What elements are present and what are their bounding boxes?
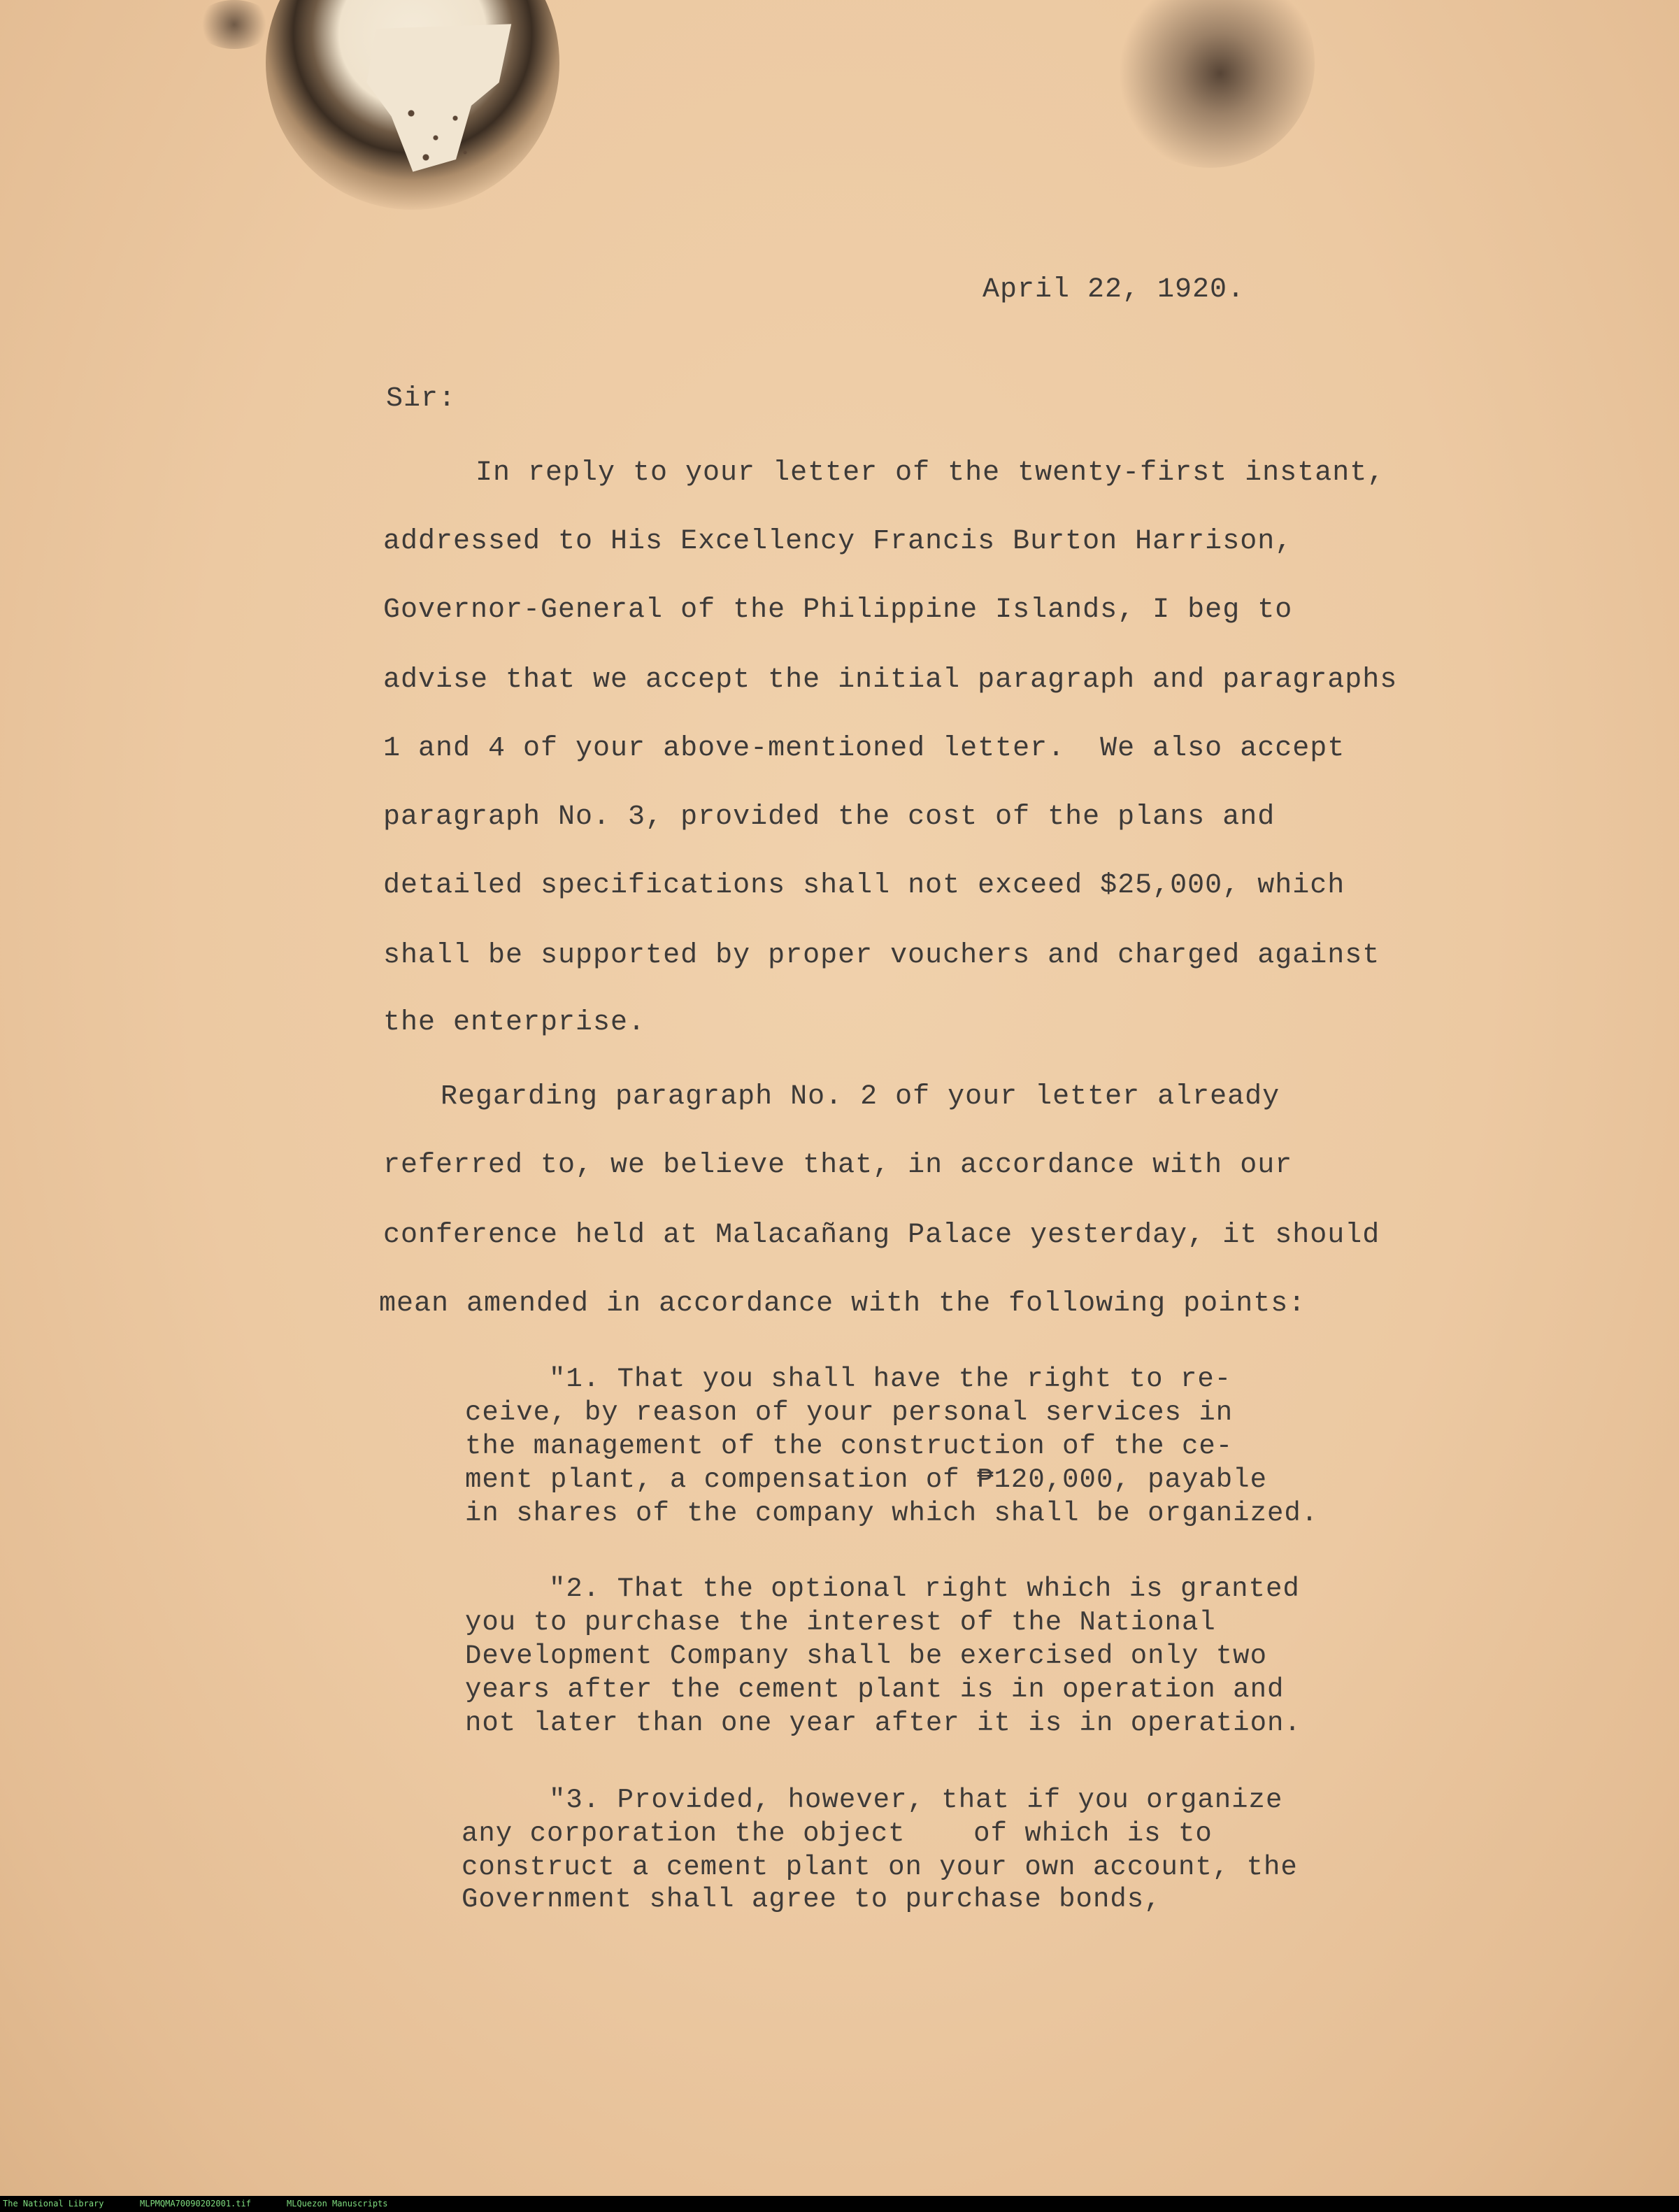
point-3-line: Government shall agree to purchase bonds, bbox=[462, 1884, 1162, 1915]
point-2-line: not later than one year after it is in operation. bbox=[465, 1708, 1301, 1739]
paragraph-2-line: conference held at Malacañang Palace yesterday, it should bbox=[383, 1220, 1380, 1251]
burn-mark-right bbox=[1105, 0, 1315, 168]
point-2-line: "2. That the optional right which is granted bbox=[549, 1574, 1300, 1604]
footer-library: The National Library bbox=[3, 2199, 104, 2209]
burn-mark-small bbox=[196, 0, 273, 49]
paragraph-2-line: referred to, we believe that, in accordance with our bbox=[383, 1150, 1293, 1181]
paragraph-1-line: In reply to your letter of the twenty-first instant, bbox=[476, 457, 1385, 489]
scorch-spots bbox=[392, 84, 490, 182]
paragraph-1-line: detailed specifications shall not exceed $25,000, which bbox=[383, 870, 1345, 901]
paragraph-1-line: the enterprise. bbox=[383, 1007, 646, 1039]
paragraph-1-line: shall be supported by proper vouchers and charged against bbox=[383, 940, 1380, 971]
letter-date: April 22, 1920. bbox=[983, 274, 1245, 306]
point-3-line: "3. Provided, however, that if you organize bbox=[549, 1785, 1283, 1815]
point-1-line: in shares of the company which shall be organized. bbox=[465, 1498, 1319, 1529]
paragraph-1-line: advise that we accept the initial paragraph and paragraphs bbox=[383, 664, 1398, 696]
letter-salutation: Sir: bbox=[386, 383, 457, 415]
point-1-line: ceive, by reason of your personal services in bbox=[465, 1397, 1234, 1428]
point-1-line: ment plant, a compensation of ₱120,000, payable bbox=[465, 1464, 1267, 1495]
paragraph-1-line: addressed to His Excellency Francis Burton Harrison, bbox=[383, 526, 1293, 557]
paragraph-1-line: Governor-General of the Philippine Islands, I beg to bbox=[383, 594, 1293, 626]
paragraph-2-line: Regarding paragraph No. 2 of your letter already bbox=[441, 1081, 1280, 1113]
point-1-line: the management of the construction of the ce- bbox=[465, 1431, 1234, 1462]
point-2-line: years after the cement plant is in operation and bbox=[465, 1674, 1285, 1705]
point-3-line: any corporation the object of which is to bbox=[462, 1818, 1213, 1849]
paragraph-2-line: mean amended in accordance with the following points: bbox=[379, 1288, 1306, 1320]
point-2-line: you to purchase the interest of the National bbox=[465, 1607, 1216, 1638]
footer-collection: MLQuezon Manuscripts bbox=[287, 2199, 388, 2209]
footer-filename: MLPMQMA70090202001.tif bbox=[140, 2199, 251, 2209]
point-2-line: Development Company shall be exercised only two bbox=[465, 1641, 1267, 1671]
point-3-line: construct a cement plant on your own account, the bbox=[462, 1852, 1298, 1883]
point-1-line: "1. That you shall have the right to re- bbox=[549, 1364, 1232, 1394]
paragraph-1-line: 1 and 4 of your above-mentioned letter. We also accept bbox=[383, 733, 1345, 764]
paragraph-1-line: paragraph No. 3, provided the cost of the plans and bbox=[383, 801, 1276, 833]
scan-footer bbox=[0, 2196, 1679, 2212]
